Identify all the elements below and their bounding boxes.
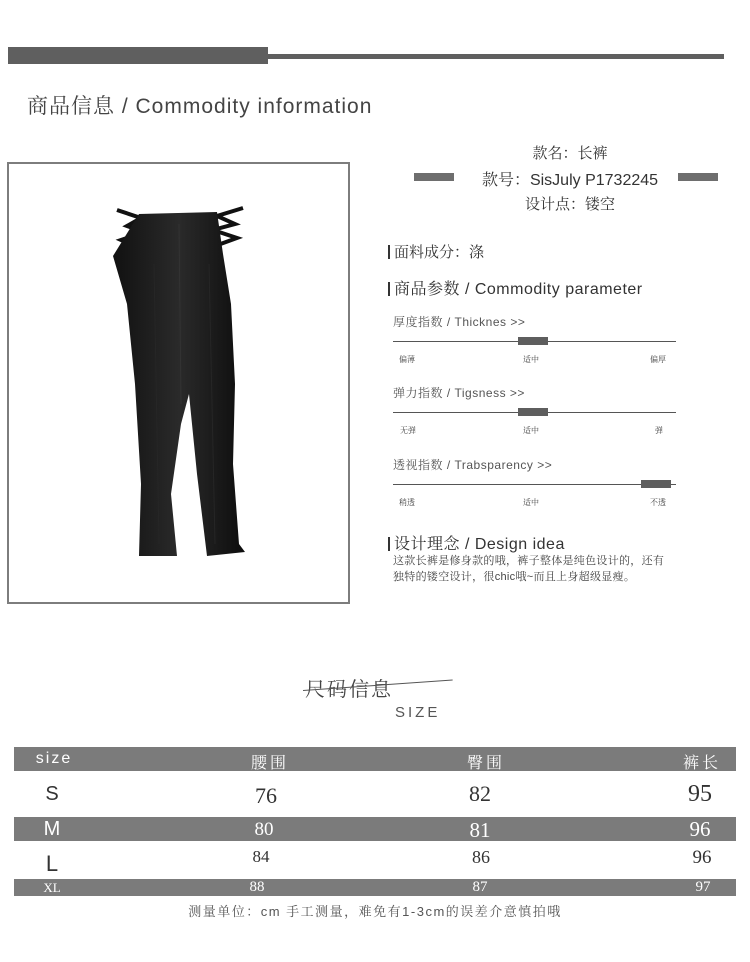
pants-illustration bbox=[9, 164, 348, 602]
row-xl-length: 97 bbox=[695, 879, 711, 895]
transparency-low: 稍透 bbox=[399, 498, 415, 507]
row-l-length: 96 bbox=[692, 847, 712, 868]
row-l-size: L bbox=[45, 851, 59, 876]
header-length: 裤长 bbox=[682, 755, 722, 772]
code-dash-right bbox=[678, 173, 718, 181]
fabric-composition bbox=[388, 241, 484, 262]
row-xl-hip: 87 bbox=[472, 879, 488, 895]
elasticity-title: 弹力指数 / Tigsness >> bbox=[393, 386, 525, 400]
design-heading bbox=[388, 531, 565, 554]
transparency-title: 透视指数 / Trabsparency >> bbox=[393, 458, 553, 472]
row-xl-waist: 88 bbox=[249, 879, 265, 895]
table-row bbox=[14, 817, 736, 841]
measurement-note: 测量单位：cm 手工测量，难免有1-3cm的误差介意慎拍哦 bbox=[188, 904, 562, 919]
parameter-title: 商品参数 / Commodity parameter bbox=[394, 281, 643, 298]
elasticity-low: 无弹 bbox=[400, 426, 416, 435]
design-title: 设计理念 / Design idea bbox=[394, 536, 565, 553]
product-name: 款名：长裤 bbox=[532, 145, 608, 162]
row-s-size: S bbox=[45, 783, 59, 805]
row-l-hip: 86 bbox=[472, 847, 490, 867]
table-row bbox=[14, 879, 736, 896]
header-bar-thin bbox=[268, 54, 724, 59]
section-marker bbox=[388, 245, 390, 259]
page-title: 商品信息 / Commodity information bbox=[27, 95, 373, 118]
size-title-cn: 尺码信息 bbox=[305, 679, 393, 701]
thickness-title: 厚度指数 / Thicknes >> bbox=[393, 315, 526, 329]
section-marker bbox=[388, 282, 390, 296]
size-table-header bbox=[14, 747, 736, 771]
row-s-hip: 82 bbox=[469, 781, 491, 806]
thickness-low: 偏薄 bbox=[399, 355, 415, 364]
transparency-line bbox=[393, 484, 676, 485]
header-bar-thick bbox=[8, 47, 268, 64]
thickness-high: 偏厚 bbox=[650, 355, 666, 364]
row-m-hip: 81 bbox=[469, 818, 491, 842]
design-text-line-2: 独特的镂空设计，很chic哦~而且上身超级显瘦。 bbox=[393, 571, 636, 583]
table-row bbox=[14, 841, 736, 879]
header-waist: 腰围 bbox=[250, 755, 290, 772]
transparency-mid: 适中 bbox=[523, 498, 539, 507]
row-s-length: 95 bbox=[688, 781, 712, 807]
row-m-waist: 80 bbox=[254, 819, 274, 840]
table-row bbox=[14, 771, 736, 817]
size-title-en: SIZE bbox=[395, 704, 441, 721]
product-code: 款号：SisJuly P1732245 bbox=[481, 172, 659, 189]
row-m-size: M bbox=[43, 818, 61, 840]
section-marker bbox=[388, 537, 390, 551]
elasticity-mid: 适中 bbox=[523, 426, 539, 435]
design-description bbox=[393, 553, 693, 585]
parameter-heading bbox=[388, 276, 643, 299]
elasticity-marker bbox=[518, 408, 548, 416]
row-m-length: 96 bbox=[689, 817, 711, 841]
design-point: 设计点：镂空 bbox=[524, 196, 615, 213]
thickness-marker bbox=[518, 337, 548, 345]
header-size: size bbox=[35, 750, 73, 767]
transparency-marker bbox=[641, 480, 671, 488]
transparency-high: 不透 bbox=[650, 498, 666, 507]
design-text-line-1: 这款长裤是修身款的哦，裤子整体是纯色设计的，还有 bbox=[393, 555, 665, 567]
row-l-waist: 84 bbox=[252, 847, 270, 866]
thickness-mid: 适中 bbox=[523, 355, 539, 364]
elasticity-high: 弹 bbox=[655, 426, 663, 435]
row-xl-size: XL bbox=[43, 880, 61, 895]
fabric-text: 面料成分：涤 bbox=[394, 244, 485, 261]
header-hip: 臀围 bbox=[466, 755, 506, 772]
product-image bbox=[7, 162, 350, 604]
row-s-waist: 76 bbox=[255, 783, 277, 808]
